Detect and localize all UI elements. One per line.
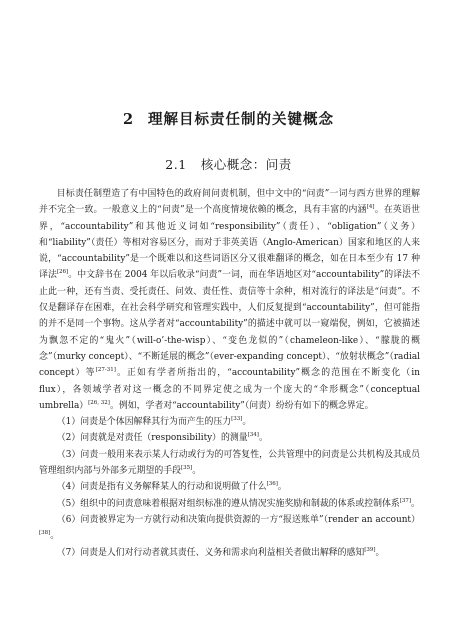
text-run: 。 [50, 531, 60, 542]
body-text [39, 186, 420, 561]
citation-ref: [38] [39, 530, 51, 537]
text-run: 。正如有学者所指出的，“accountability”概念的范围在不断变化（in flux），各领域学者对这一概念的不同界定使之成为一个庞大的“伞形概念”（conceptual umbrella） [39, 368, 420, 411]
citation-ref: [27-31] [95, 367, 116, 374]
definition-item [39, 512, 420, 545]
text-run: 。 [242, 417, 252, 428]
text-run: （4）问责是指有义务解释某人的行动和说明做了什么 [56, 482, 267, 493]
definition-item [39, 447, 420, 480]
chapter-heading [0, 108, 457, 129]
text-run: 目标责任制塑造了有中国特色的政府间问责机制，但中文中的“问责”一词与西方世界的理解并不完全一致。一般意义上的“问责”是一个高度情境依赖的概念，具有丰富的内涵 [39, 189, 420, 216]
text-run: 。 [258, 433, 268, 444]
text-run: 。例如，学者对“accountability”（问责）纷纷有如下的概念界定。 [109, 400, 374, 411]
chapter-number: 2 [122, 111, 135, 128]
citation-ref: [4] [366, 204, 375, 211]
section-number: 2.1 [165, 157, 187, 172]
definition-item [39, 496, 420, 512]
intro-paragraph [39, 186, 420, 414]
text-run: 。中文辞书在 2004 年以后收录“问责”一词，而在华语地区对“accountability”的译法不止此一种，还有当责、受托责任、问效、责任性、责信等十余种，相对流行的译法是“问责”。不仅是翻译存在困难，在社会科学研究和管理实践中，人们反复提到“accountability”，但可能指的并不是同一个事物。这从学者对“accountability”的描述中就可以一窥端倪，例如，它被描述为飘忽不定的“鬼火”（will-o’-the-wisp）、“变色龙似的”（chameleon-like）、“朦胧的概念”（murky concept）、“不断延展的概念”（ever-expanding concept）、“放射状概念”（radial concept）等 [39, 270, 420, 379]
text-run: （7）问责是人们对行动者就其责任、义务和需求向利益相关者做出解释的感知 [56, 547, 365, 558]
citation-ref: [39] [364, 546, 376, 553]
definition-item [39, 430, 420, 446]
citation-ref: [34] [247, 432, 259, 439]
section-title: 核心概念：问责 [200, 157, 292, 172]
text-run: （3）问责一般用来表示某人行动或行为的可答复性，公共管理中的问责是公共机构及其成员管理组织内部与外部多元期望的手段 [39, 449, 420, 477]
citation-ref: [26, 32] [88, 399, 110, 406]
definition-item [39, 479, 420, 495]
citation-ref: [37] [399, 497, 411, 504]
citation-ref: [35] [181, 465, 193, 472]
definition-item [39, 414, 420, 430]
citation-ref: [33] [231, 416, 243, 423]
citation-ref: [36] [266, 481, 278, 488]
text-run: 。 [192, 466, 202, 477]
text-run: （6）问责被界定为一方就行动和决策向提供资源的一方“报送账单”（render an account） [56, 514, 420, 525]
definition-list [39, 414, 420, 561]
definition-item [39, 545, 420, 561]
section-heading [0, 155, 457, 173]
text-run: （1）问责是个体因解释其行为而产生的压力 [56, 417, 232, 428]
text-run: 。 [375, 547, 385, 558]
chapter-title: 理解目标责任制的关键概念 [148, 111, 335, 128]
text-run: 。 [277, 482, 287, 493]
text-run: （5）组织中的问责意味着根据对组织标准的遵从情况实施奖励和制裁的体系或控制体系 [56, 498, 400, 509]
text-run: 。 [411, 498, 420, 509]
text-run: （2）问责就是对责任（responsibility）的测量 [56, 433, 248, 444]
citation-ref: [26] [56, 269, 69, 276]
text-run: 。在英语世界，“accountability”和其他近义词如“responsibility”（责任）、“obligation”（义务）和“liability”（责任）等相对容易区分，而对于非英美语（Anglo-American）国家和地区的人来说，“accountability”是一个既难以和这些词语区分又很难翻译的概念，如在日本至少有 17 种译法 [39, 205, 420, 281]
